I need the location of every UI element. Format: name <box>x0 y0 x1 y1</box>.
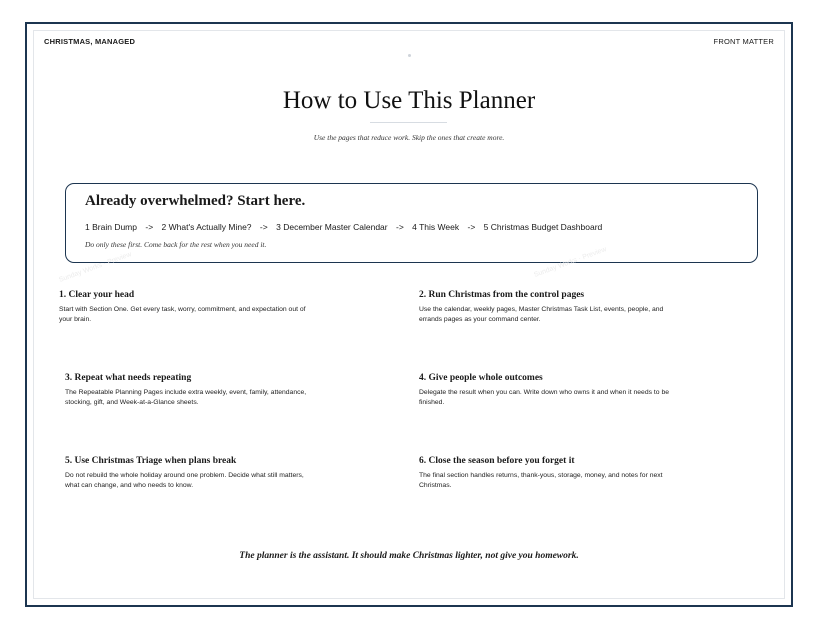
watermark: Sunday Works · Preview <box>533 246 608 279</box>
page-title: How to Use This Planner <box>282 87 536 114</box>
section-2 <box>419 290 669 325</box>
section-1-body: Start with Section One. Get every task, worry, commitment, and expectation out of your brain. <box>59 306 306 323</box>
section-2-heading: 2. Run Christmas from the control pages <box>419 290 585 300</box>
section-5-body: Do not rebuild the whole holiday around one problem. Decide what still matters, what can change, and who needs to know. <box>65 472 304 489</box>
running-header-right: FRONT MATTER <box>713 37 774 46</box>
section-6-body: The final section handles returns, thank-yous, storage, money, and notes for next Christmas. <box>419 472 663 489</box>
step-5-label: Christmas Budget Dashboard <box>490 222 603 232</box>
section-1 <box>59 290 309 325</box>
page-frame <box>25 22 793 607</box>
closing-statement: The planner is the assistant. It should make Christmas lighter, not give you homework. <box>239 551 579 561</box>
section-3-body: The Repeatable Planning Pages include extra weekly, event, family, attendance, stocking, gift, and Week-at-a-Glance sheets. <box>65 389 307 406</box>
step-1-label: Brain Dump <box>92 222 137 232</box>
section-1-heading: 1. Clear your head <box>59 290 135 300</box>
section-2-body: Use the calendar, weekly pages, Master Christmas Task List, events, people, and errands pages as your command center. <box>419 306 664 323</box>
section-6-heading: 6. Close the season before you forget it <box>419 456 575 466</box>
title-divider <box>370 122 447 123</box>
step-arrow: -> <box>395 222 404 232</box>
ornament-dot-icon <box>408 54 411 57</box>
step-1-number: 1 <box>85 222 90 232</box>
step-arrow: -> <box>259 222 268 232</box>
step-2-number: 2 <box>161 222 167 232</box>
page-subtitle: Use the pages that reduce work. Skip the ones that create more. <box>313 133 505 142</box>
step-arrow: -> <box>145 222 154 232</box>
step-3-label: December Master Calendar <box>283 222 388 232</box>
start-here-heading: Already overwhelmed? Start here. <box>85 193 306 209</box>
section-3 <box>65 373 315 408</box>
section-4-body: Delegate the result when you can. Write down who owns it and when it needs to be finished. <box>419 389 669 406</box>
start-here-box <box>65 183 758 263</box>
section-6 <box>419 456 669 491</box>
section-3-heading: 3. Repeat what needs repeating <box>65 373 192 383</box>
running-header-left: CHRISTMAS, MANAGED <box>44 37 136 46</box>
step-arrow: -> <box>467 222 476 232</box>
step-2-label: What's Actually Mine? <box>168 222 252 232</box>
start-here-steps <box>85 222 602 232</box>
step-4-label: This Week <box>419 222 460 232</box>
section-4 <box>419 373 669 408</box>
start-here-note: Do only these first. Come back for the rest when you need it. <box>85 240 267 249</box>
step-5-number: 5 <box>483 222 489 232</box>
watermark: Sunday Works · Preview <box>58 251 133 284</box>
section-4-heading: 4. Give people whole outcomes <box>419 373 543 383</box>
section-5-heading: 5. Use Christmas Triage when plans break <box>65 456 237 466</box>
step-4-number: 4 <box>412 222 417 232</box>
step-3-number: 3 <box>276 222 281 232</box>
section-5 <box>65 456 315 491</box>
